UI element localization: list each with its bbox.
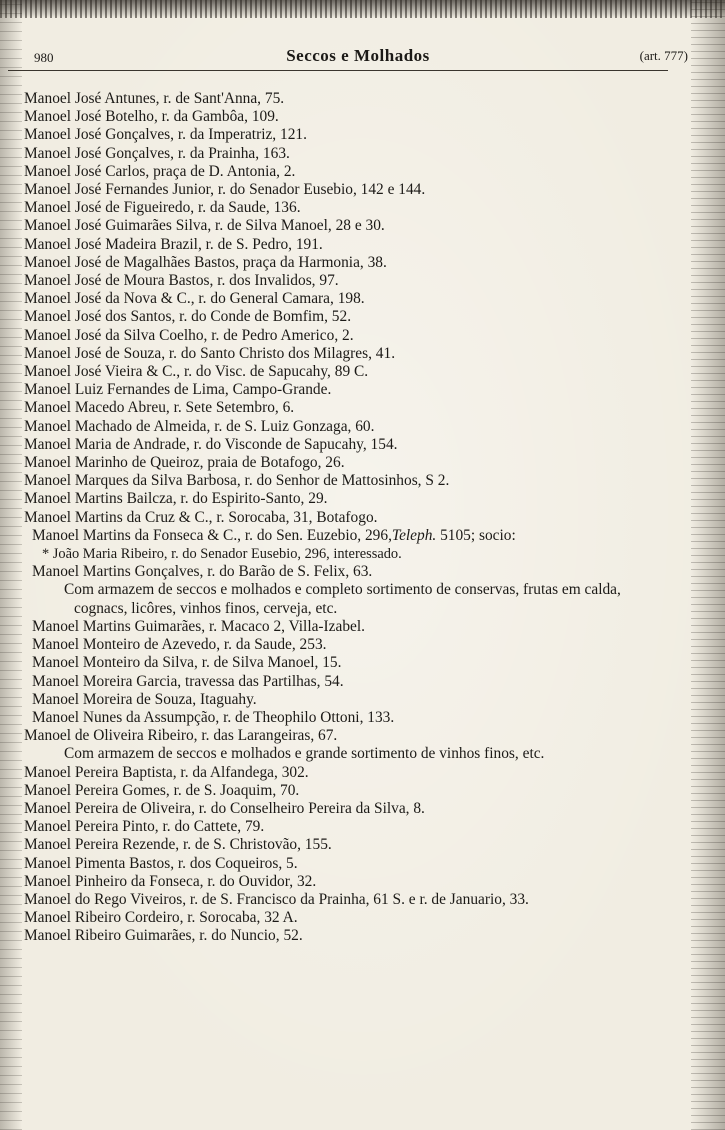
directory-entry: Manoel Macedo Abreu, r. Sete Setembro, 6. xyxy=(24,399,295,417)
directory-entry: Manoel José de Figueiredo, r. da Saude, 136. xyxy=(24,199,301,217)
directory-entry: Manoel Martins Gonçalves, r. do Barão de S. Felix, 63. xyxy=(32,563,373,581)
directory-entry: Manoel José da Silva Coelho, r. de Pedro Americo, 2. xyxy=(24,326,354,344)
directory-entry: Manoel Martins da Cruz & C., r. Sorocaba, 31, Botafogo. xyxy=(24,508,378,526)
telephone-number: 5105; socio: xyxy=(436,526,516,544)
directory-entry: Manoel Ribeiro Guimarães, r. do Nuncio, 52. xyxy=(24,927,303,945)
directory-entry xyxy=(24,527,670,545)
directory-entry: Manoel José Antunes, r. de Sant'Anna, 75. xyxy=(24,90,285,107)
directory-entry: Manoel Ribeiro Cordeiro, r. Sorocaba, 32 A. xyxy=(24,909,298,927)
directory-entry: Manoel José Madeira Brazil, r. de S. Pedro, 191. xyxy=(24,235,323,253)
page-number: 980 xyxy=(34,50,54,65)
directory-entry: Manoel Moreira de Souza, Itaguahy. xyxy=(32,690,257,708)
directory-entry: Manoel José de Souza, r. do Santo Christo dos Milagres, 41. xyxy=(24,344,396,362)
directory-entry: Manoel José de Magalhães Bastos, praça da Harmonia, 38. xyxy=(24,253,387,271)
directory-entry: Manoel Luiz Fernandes de Lima, Campo-Grande. xyxy=(24,381,332,399)
telephone-label: Teleph. xyxy=(391,526,437,544)
directory-entry: Manoel de Oliveira Ribeiro, r. das Larangeiras, 67. xyxy=(24,727,338,745)
entry-group-4 xyxy=(24,909,670,945)
directory-entry: Manoel Marinho de Queiroz, praia de Botafogo, 26. xyxy=(24,454,345,472)
entry-group-3 xyxy=(24,764,670,891)
directory-entry: Manoel José Fernandes Junior, r. do Senador Eusebio, 142 e 144. xyxy=(24,181,426,199)
directory-entry: Manoel José Botelho, r. da Gambôa, 109. xyxy=(24,108,279,126)
page-edge-top xyxy=(0,0,725,18)
directory-entry: Manoel Moreira Garcia, travessa das Partilhas, 54. xyxy=(32,672,344,690)
directory-entry: Manoel Pinheiro da Fonseca, r. do Ouvidor, 32. xyxy=(24,872,317,890)
header-rule xyxy=(8,70,668,71)
directory-entry: Manoel José Guimarães Silva, r. de Silva Manoel, 28 e 30. xyxy=(24,217,385,235)
directory-entry: Manoel Nunes da Assumpção, r. de Theophilo Ottoni, 133. xyxy=(32,708,395,726)
directory-entry: Manoel Monteiro de Azevedo, r. da Saude, 253. xyxy=(32,636,327,654)
entry-note: Com armazem de seccos e molhados e completo sortimento de conservas, frutas em calda, cognacs, licôres, vinhos finos, cerveja, etc. xyxy=(64,581,621,617)
directory-entry: Manoel José Vieira & C., r. do Visc. de Sapucahy, 89 C. xyxy=(24,363,369,381)
page-edge-right xyxy=(691,0,725,1130)
directory-entry: Manoel Martins Bailcza, r. do Espirito-Santo, 29. xyxy=(24,490,328,508)
page-edge-left xyxy=(0,0,22,1130)
directory-entry: Manoel Pimenta Bastos, r. dos Coqueiros, 5. xyxy=(24,854,298,872)
directory-entry: Manoel Machado de Almeida, r. de S. Luiz Gonzaga, 60. xyxy=(24,417,375,435)
entry-note: Com armazem de seccos e molhados e grande sortimento de vinhos finos, etc. xyxy=(64,745,545,763)
running-title: Seccos e Molhados xyxy=(286,46,430,65)
directory-entry: Manoel José Gonçalves, r. da Prainha, 163. xyxy=(24,144,290,162)
partner-line: * João Maria Ribeiro, r. do Senador Eusebio, 296, interessado. xyxy=(42,546,402,563)
article-reference: (art. 777) xyxy=(639,48,688,63)
directory-entry: Manoel Pereira Rezende, r. de S. Christovão, 155. xyxy=(24,836,332,854)
directory-entry: Manoel Martins Guimarães, r. Macaco 2, Villa-Izabel. xyxy=(32,617,365,635)
entry-text: Manoel Martins da Fonseca & C., r. do Sen. Euzebio, 296, xyxy=(32,526,392,544)
directory-entry: Manoel Monteiro da Silva, r. de Silva Manoel, 15. xyxy=(32,654,342,672)
directory-entry: Manoel José Carlos, praça de D. Antonia, 2. xyxy=(24,162,296,180)
directory-entry: Manoel Maria de Andrade, r. do Visconde de Sapucahy, 154. xyxy=(24,435,398,453)
directory-entry: Manoel José dos Santos, r. do Conde de Bomfim, 52. xyxy=(24,308,352,326)
directory-entry: Manoel José da Nova & C., r. do General Camara, 198. xyxy=(24,290,365,308)
directory-entry: Manoel Marques da Silva Barbosa, r. do Senhor de Mattosinhos, S 2. xyxy=(24,472,450,490)
entry-group-2 xyxy=(24,618,670,727)
directory-listing xyxy=(24,90,670,946)
directory-entry: Manoel Pereira Pinto, r. do Cattete, 79. xyxy=(24,818,265,836)
directory-entry: Manoel Pereira de Oliveira, r. do Conselheiro Pereira da Silva, 8. xyxy=(24,799,425,817)
directory-entry: Manoel Pereira Baptista, r. da Alfandega, 302. xyxy=(24,763,309,781)
directory-entry: Manoel José de Moura Bastos, r. dos Invalidos, 97. xyxy=(24,272,339,290)
directory-entry: Manoel José Gonçalves, r. da Imperatriz, 121. xyxy=(24,126,307,144)
directory-entry: Manoel do Rego Viveiros, r. de S. Francisco da Prainha, 61 S. e r. de Januario, 33. xyxy=(24,890,529,908)
entry-group-1 xyxy=(24,90,670,527)
page-header xyxy=(28,44,688,68)
directory-entry: Manoel Pereira Gomes, r. de S. Joaquim, 70. xyxy=(24,781,300,799)
